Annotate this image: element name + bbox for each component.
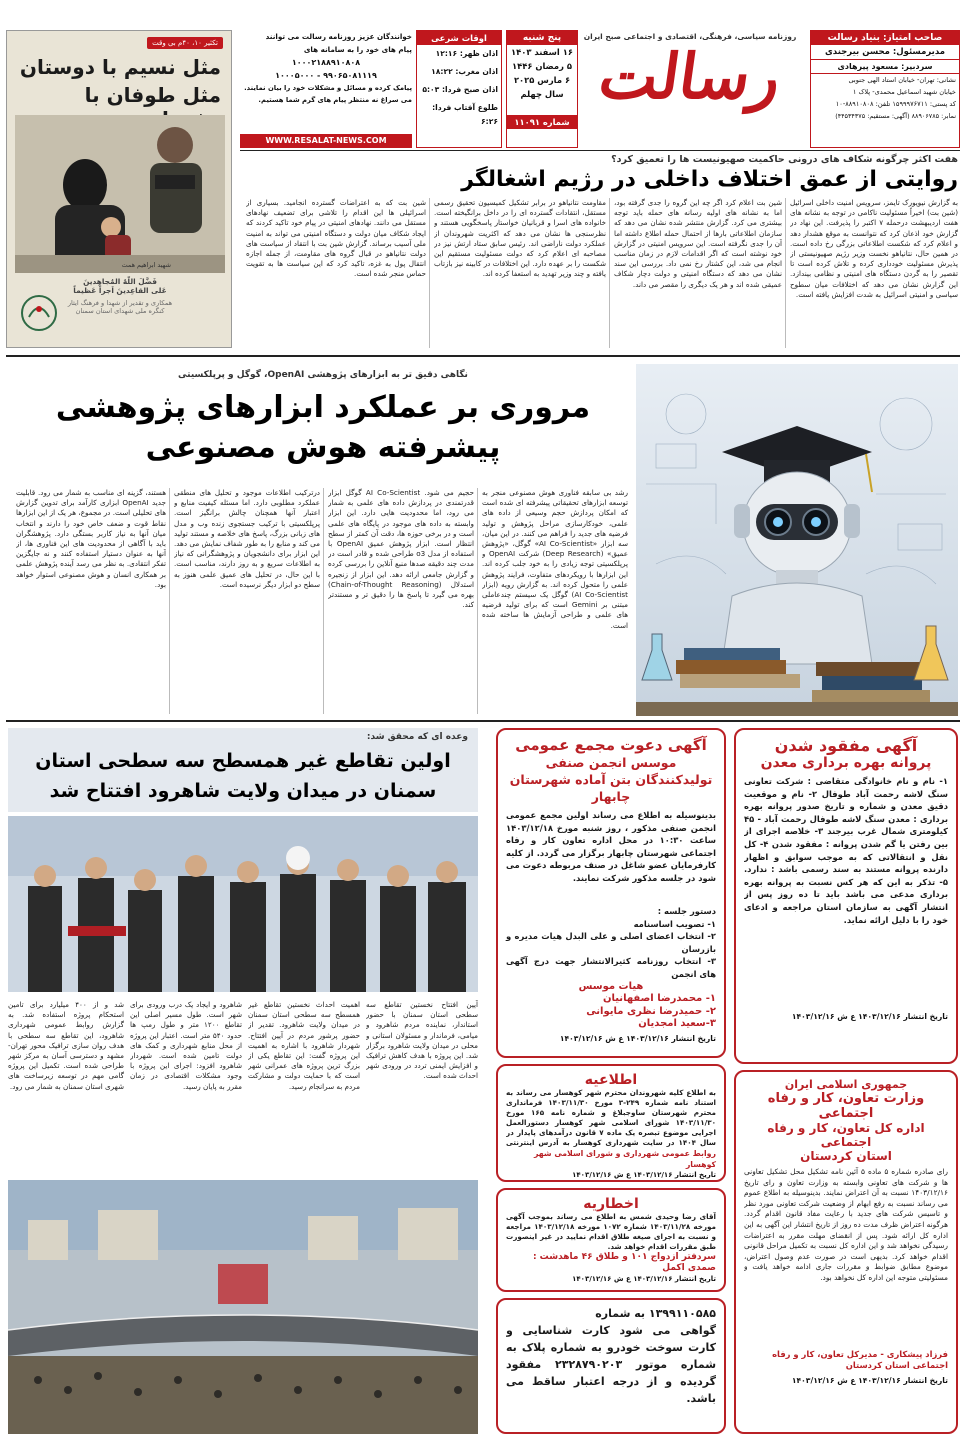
- lead-column: مقاومت نتانیاهو در برابر تشکیل کمیسیون تحقیق رسمی مستقل، انتقادات گسترده ای را در داخل برانگیخته است. خانواده های اسرا و قربانیان خواستار پاسخگویی هستند و نظرسنجی ها نشان می دهد که اکثریت شهروندان از عملکرد دولت ناراضی اند. رئیس سابق ستاد ارتش نیز در مصاحبه ای اعلام کرد که دولت مسئولیت مستقیم این شکست را بر عهده دارد. این اختلافات در کابینه نیز بازتاب یافته و چند وزیر تهدید به استعفا کرده اند.: [434, 198, 606, 279]
- interchange-aerial-photo: [8, 1180, 478, 1434]
- poster-text: کنگره ملی شهدای استان سمنان: [75, 307, 165, 315]
- column-rule: [169, 488, 170, 714]
- sms-number: ۱۰۰۰۲۱۸۸۹۱۰۸۰۸: [291, 58, 361, 67]
- road-column: شد و از ۴۰۰ میلیارد برای تامین استحکام پروژه استفاده شد. به گزارش روابط عمومی شهرداری شاهرود، این تقاطع سه سطحی با هدف روان سازی ترافیک محور تهران-مشهد و دسترسی آسان به مرکز شهر طراحی شده است. تکمیل این پروژه گامی مهم در توسعه زیرساخت های شهری استان سمنان به شمار می رود.: [8, 1000, 124, 1091]
- ad-general-meeting: [496, 728, 726, 1058]
- ad-body: آقای رضا وحیدی شمس به اطلاع می رساند بموجب آگهی مورخه ۱۴۰۳/۱۱/۲۸ شماره ۱۰۷۲ مورخه ۱۴۰۳/۱۲/۱۸ مراجعه و نسبت به اجرای صیغه طلاق اقدام نمایید در غیر اینصورت طبق مقررات اقدام خواهد شد.: [506, 1212, 716, 1251]
- feature-column: رشد بی سابقه فناوری هوش مصنوعی منجر به توسعه ابزارهای تحقیقاتی پیشرفته ای شده است که امکان پردازش حجم وسیعی از داده های علمی، خودکارسازی مراحل پژوهش و تولید فرضیه های جدید را فراهم می کنند. در این میان، سه ابزار «AI Co-Scientist» گوگل، «پژوهش عمیق» (Deep Research) شرکت OpenAI و پرپلکسیتی توجه زیادی را به خود جلب کرده اند. این ابزارها با رویکردهای متفاوت، فرایند پژوهش علمی را متحول کرده اند. به گزارش رویه (ابزار AI Co-Scientist) گوگل یک سیستم چندعاملی مبتنی بر Gemini است که برای تولید فرضیه های علمی و طراحی آزمایش ها ساخته شده است.: [482, 488, 628, 630]
- sms-number: ۹۹۰۶۵۰۸۱۱۱۹ - ۱۰۰۰۵۰۰۰: [275, 71, 377, 80]
- road-story: [8, 728, 478, 1434]
- founders-title: هیات موسس: [578, 980, 644, 992]
- column-rule: [429, 198, 430, 348]
- road-column: شاهرود و ایجاد یک درب ورودی برای شهر است. طول مسیر اصلی این تقاطع ۱۲۰۰ متر و طول رمپ ها حدود ۵۴۰ متر است. اعتبار این پروژه از محل منابع شهرداری و کمک های دولت تامین شده است. شهردار شاهرود افزود: اجرای این پروژه با وجود مشکلات اقتصادی در زمان مقرر به پایان رسید.: [130, 1000, 242, 1091]
- year: سال چهلم: [520, 89, 564, 99]
- prayer-time: اذان صبح فردا: ۵:۰۳: [422, 85, 498, 94]
- poster-verse: فَضَّلَ اللّهُ المُجاهِدینَ: [83, 277, 157, 286]
- address-line: نشانی: تهران- خیابان استاد الهی جنوبی: [848, 76, 956, 84]
- ad-body: گواهی می شود کارت شناسایی و کارت سوخت خودرو به شماره پلاک به شماره موتور ۲۳۲۸۷۹۰۲۰۳ مفقود گردیده و از درجه اعتبار ساقط می باشد.: [506, 1324, 716, 1405]
- poster-line1: مثل نسیم با دوستان: [19, 55, 221, 79]
- ad-date: تاریخ انتشار ۱۴۰۳/۱۲/۱۶ ع ش ۱۴۰۳/۱۲/۱۶: [572, 1171, 716, 1179]
- weekday: پنج شنبه: [507, 31, 577, 45]
- ad-title: اطلاعیه: [584, 1072, 638, 1088]
- founder: ۲- حمیدرضا نظری مایوانی: [586, 1005, 716, 1017]
- ad-subtitle: موسس انجمن صنفی تولیدکنندگان بتن آماده شهرستان چابهار: [509, 755, 713, 804]
- sms-box: [240, 30, 412, 130]
- agenda-title: دستور جلسه :: [657, 906, 716, 916]
- agenda-item: ۳- انتخاب روزنامه کثیرالانتشار جهت درج آگهی های انجمن: [506, 956, 716, 979]
- sms-line: می سراغ نه منتظر پیام های گرم شما هستیم.: [258, 96, 412, 104]
- feature-headline: مروری بر عملکرد ابزارهای پژوهشی پیشرفته هوش مصنوعی: [55, 390, 591, 465]
- ministry-line: استان کردستان: [800, 1149, 892, 1163]
- feature-column: درترکیب اطلاعات موجود و تحلیل های منطقی عملکرد مطلوبی دارد. اما مسئله کیفیت منابع و اعتبار آنها همچنان چالش برانگیز است. پرپلکسیتی با ترکیب جستجوی زنده وب و مدل های زبانی بزرگ، پاسخ های خلاصه و مستند تولید می کند و منابع را به طور شفاف نمایش می دهد. این ابزار برای دانشجویان و پژوهشگرانی که نیاز به اطلاعات سریع و به روز دارند، مناسب است. با این حال، در تحلیل های عمیق علمی هنوز به سطح دو ابزار دیگر نرسیده است.: [174, 488, 320, 589]
- ministry-line: اداره کل تعاون، کار و رفاه اجتماعی: [767, 1121, 925, 1149]
- column-rule: [323, 488, 324, 714]
- ad-title: اخطاریه: [583, 1196, 639, 1212]
- date-gregorian: ۶ مارس ۲۰۲۵: [513, 75, 571, 85]
- prayer-time: طلوع آفتاب فردا: ۶:۲۶: [432, 103, 498, 126]
- poster-badge: تکثیر ۱۰، ۴۰م بی وقت: [147, 37, 223, 49]
- publisher-box: [810, 30, 960, 148]
- ad-highlight: ۱۳۹۹۱۱۰۵۸۵ به شماره: [595, 1307, 716, 1320]
- manager-label: مدیرمسئول: محسن بیرجندی: [811, 45, 959, 60]
- ad-body: بدینوسیله به اطلاع می رساند اولین مجمع عمومی انجمن صنفی مذکور ، روز شنبه مورخ ۱۴۰۳/۱۲/۱۸ ساعت ۱۰:۳۰ در محل اداره تعاون کار و رفاه اجتماعی شهرستان چابهار برگزار می گردد. از کلیه کارفرمایان عضو شاغل در صنف مربوطه دعوت می شود در جلسه مذکور شرکت نمایند.: [506, 810, 716, 883]
- lead-headline: روایتی از عمق اختلاف داخلی در رژیم اشغالگر: [461, 167, 958, 192]
- ad-body: ۱- نام و نام خانوادگی متقاضی : شرکت تعاونی سنگ لاشه رحمت آباد طوفال ۲- نام و موقعیت دقیق معدن و شماره و تاریخ صدور پروانه بهره برداری : معدن سنگ لاشه طوفال رحمت آباد - ۴۵ کیلومتری شمال غرب بیرجند ۳- خلاصه اجرای از بین رفتن یا گم شدن پروانه : مفقود شدن ۴- کل نقل و انتقالاتی که به موجب سوابق و اظهار دارنده پروانه مستند به سند رسمی باشد : ندارد. ۵- تذکر به این که هر کس نسبت به پروانه بهره برداری مدعی می باشد باید تا ده روز پس از انتشار آگهی به سازمان استان مراجعه و ادعای خود را با دلیل ارائه نماید.: [744, 776, 948, 925]
- lead-column: به گزارش نیویورک تایمز، سرویس امنیت داخلی اسرائیل (شین بت) اخیراً مسئولیت ناکامی در توجه به نشانه های هفت اردیبهشت درحمله ۷ اکتبر را پذیرفت. این نهاد در گزارش خود اذعان کرد که نتوانست به موقع هشدار دهد و اعلام کرد که شکست اطلاعاتی بزرگی رخ داده است. در همین حال، نتانیاهو نخست وزیر رژیم صهیونیستی از پذیرش مسئولیت خودداری کرده و تلاش کرده است تا تقصیر را به گردن دستگاه های امنیتی و نظامی بیندازد. این گزارش نشان می دهد که اختلافات میان سطوح سیاسی و امنیتی اسرائیل به شدت افزایش یافته است.: [790, 198, 958, 299]
- poster-text: همکاری و تقدیر از شهدا و فرهنگ ایثار: [67, 299, 173, 307]
- founder: ۱- محمدرضا اصفهانیان: [602, 993, 716, 1005]
- ad-title: آگهی دعوت مجمع عمومی: [515, 736, 707, 754]
- rule: [6, 355, 960, 357]
- poster-line2: مثل طوفان با: [84, 83, 221, 107]
- congress-logo-icon: [19, 293, 59, 333]
- prayer-time: اذان ظهر: ۱۲:۱۶: [435, 49, 498, 58]
- ad-subtitle: پروانه بهره برداری معدن: [760, 755, 932, 771]
- ministry-line: جمهوری اسلامی ایران: [784, 1078, 908, 1091]
- prayer-title: اوقات شرعی: [417, 31, 501, 45]
- website-bar[interactable]: WWW.RESALAT-NEWS.COM: [240, 134, 412, 148]
- ad-title: آگهی مفقود شدن: [774, 736, 918, 755]
- date-fa: ۱۶ اسفند ۱۴۰۳: [511, 47, 573, 57]
- martyr-poster: [6, 30, 232, 348]
- lead-kicker: هفت اکثر چرگونه شکاف های درونی حاکمیت صهیونیست ها را تعمیق کرد؟: [611, 154, 958, 165]
- ad-date: تاریخ انتشار ۱۴۰۳/۱۲/۱۶ ع ش ۱۴۰۳/۱۲/۱۶: [572, 1275, 716, 1283]
- ad-lost-card: [496, 1298, 726, 1434]
- road-column: اهمیت احداث نخستین تقاطع غیر همسطح سه سطحی استان سمنان در میدان ولایت شاهرود. تقدیر از حضور پرشور مردم در آیین افتتاح. شهردار شاهرود با اشاره به اهمیت این پروژه گفت: این تقاطع یکی از بزرگ ترین پروژه های عمرانی شهر است که با حمایت دولت و مشارکت مردم به سرانجام رسید.: [248, 1000, 360, 1091]
- road-headline: اولین تقاطع غیر همسطح سه سطحی استان سمنان در میدان ولایت شاهرود افتتاح شد: [35, 750, 451, 802]
- ai-robot-illustration: [636, 364, 958, 716]
- road-kicker: وعده ای که محقق شد:: [366, 732, 468, 742]
- lead-column: شین بت که به اعتراضات گسترده انجامید. بسیاری از اسرائیلی ها این اقدام را تلاشی برای تضعیف نهادهای مستقل می دانند. نهادهای امنیتی در پیام خود تاکید کردند که ایجاد شکاف میان دولت و دستگاه امنیتی می تواند به امنیت ملی آسیب برساند. گزارش شین بت با انتقاد از سیاست های دولت نتانیاهو در قبال گروه های مقاومت، از جمله اجازه انتقال پول به غزه، تاکید کرد که این سیاست ها به تقویت حماس منجر شده است.: [246, 198, 426, 279]
- feature-column: حجیم می شود. AI Co-Scientist گوگل ابزار قدرتمندی در پردازش داده های علمی به شمار می رود، اما محدودیت هایی دارد. این ابزار وابسته به داده های موجود در پایگاه های علمی است و در برخی حوزه ها، دقت آن کمتر از سطح انتظار است. ابزار پژوهش عمیق OpenAI با استفاده از مدل o3 طراحی شده و قادر است در مدت چند دقیقه صدها منبع آنلاین را بررسی کرده و گزارش جامعی ارائه دهد. این ابزار از زنجیره استدلال (Chain-of-Thought Reasoning) بهره می گیرد تا پاسخ ها را دقیق تر و مستندتر کند.: [328, 488, 474, 610]
- owner-label: صاحب امتیاز: بنیاد رسالت: [811, 31, 959, 45]
- logo-wrap: [580, 30, 800, 140]
- road-header: [8, 728, 478, 812]
- feature-column: هستند، گزینه ای مناسب به شمار می رود. قابلیت جدید OpenAI ابزاری کارآمد برای تدوین گزارش های تحلیلی است. در مجموع، هر یک از این ابزارها نقاط قوت و ضعف خاص خود را دارند و انتخاب میان آنها به نیاز کاربر بستگی دارد. پژوهشگران باید با آگاهی از محدودیت های این فناوری ها، از آنها به عنوان دستیار استفاده کنند و نه جایگزین تفکر انتقادی. به نظر می رسد آینده پژوهش علمی بر همکاری انسان و هوش مصنوعی استوار خواهد بود.: [16, 488, 166, 589]
- column-rule: [785, 198, 786, 348]
- rule: [6, 720, 960, 722]
- address-line: کد پستی: ۱۵۹۹۹۷۶۷۱۱ تلفن: ۸۸۹۱۰۸۰۸-۱۰: [835, 100, 956, 108]
- prayer-time: اذان مغرب: ۱۸:۲۲: [431, 67, 498, 76]
- poster-verse: عَلی القاعِدینَ اَجراً عَظیماً: [73, 286, 167, 295]
- ad-body: به اطلاع کلیه شهروندان محترم شهر کوهسار می رساند به استناد نامه شماره ۲۴۹-۳ مورخ ۱۴۰۳/۱۱/۳۰ فرمانداری محترم شهرستان ساوجبلاغ و شماره نامه ۱۶۵ مورخ ۱۴۰۳/۱۱/۳۰ شورای اسلامی شهر کوهسار دستورالعمل اجرایی موضوع تبصره یک ماده ۷ قانون درآمدهای پایدار در سال ۱۴۰۴ در سایت شهرداری کوهسار به آدرس اینترنتی: [506, 1088, 716, 1147]
- sms-line: پیام های خود را به سامانه های: [303, 45, 412, 54]
- ad-ministry: [734, 1070, 958, 1434]
- sms-line: پیامک کرده و مسائل و مشکلات خود را بیان نمایند.: [244, 84, 412, 92]
- issue-number: شماره ۱۱۰۹۱: [507, 115, 577, 129]
- ad-date: تاریخ انتشار ۱۴۰۳/۱۲/۱۶ ع ش ۱۴۰۳/۱۲/۱۶: [791, 1012, 948, 1021]
- date-box: [506, 30, 578, 148]
- ad-warning: [496, 1188, 726, 1292]
- road-column: آیین افتتاح نخستین تقاطع سه سطحی استان سمنان با حضور استاندار، نماینده مردم شاهرود و میامی، فرماندار و مسئولان استانی و محلی در میدان ولایت شاهرود برگزار شد. این پروژه با هدف کاهش ترافیک و افزایش ایمنی تردد در ورودی شهر احداث شده است.: [366, 1000, 478, 1081]
- founder: ۳-سعید امجدیان: [638, 1018, 716, 1030]
- poster-caption: شهید ابراهیم همت: [121, 261, 171, 269]
- column-rule: [477, 488, 478, 714]
- column-rule: [609, 198, 610, 348]
- ad-lost-license: [734, 728, 958, 1064]
- address-line: خیابان شهید اسماعیل محمدی- پلاک ۱: [852, 88, 956, 96]
- date-hijri: ۵ رمضان ۱۴۴۶: [512, 61, 572, 71]
- tagline: روزنامه سیاسی، فرهنگی، اقتصادی و اجتماعی صبح ایران: [583, 32, 797, 41]
- sms-line: خوانندگان عزیز روزنامه رسالت می توانند: [265, 32, 412, 41]
- poster-photo: [15, 115, 225, 273]
- ad-notice: [496, 1064, 726, 1182]
- masthead: [240, 30, 960, 148]
- feature-kicker: نگاهی دقیق تر به ابزارهای پژوهشی OpenAI، گوگل و پرپلکسیتی: [178, 370, 468, 380]
- agenda-item: ۲- انتخاب اعضای اصلی و علی البدل هیات مدیره و بازرسان: [506, 931, 716, 954]
- rule: [240, 150, 960, 151]
- newspaper-logo: رسالت: [594, 40, 786, 113]
- ad-highlight: سردفتر ازدواج ۱۰۱ و طلاق ۴۶ ماهدشت : صمدی اکمل: [532, 1252, 716, 1273]
- address-line: نمابر: ۸۸۹۰۶۷۸۵ (آگهی: مستقیم: ۴۴۵۳۴۳۷۵): [835, 112, 956, 120]
- road-opening-photo: [8, 816, 478, 992]
- ad-body: رای صادره شماره ۵ ماده ۵ آئین نامه تشکیل محل تشکیل تعاونی ها و شرکت های تعاونی وابسته به وزارت تعاون و رای تاریخ ۱۴۰۳/۱۲/۱۶ نسبت به آن اعتراض نمایند. بدینوسیله به اطلاع عموم می رساند نسبت به رفع ابهام از وضعیت شرکت تعاونی مورد نظر و تاسیس شرکت های جدید با رعایت مفاد قانون اقدام گردد. هرگونه اعتراض ظرف مدت ده روز از تاریخ انتشار این آگهی به این اداره کل ارائه شود. پس از انقضای مهلت مقرر به اعتراضات رسیدگی نخواهد شد و این اداره کل نسبت به تکمیل مراحل قانونی اقدام خواهد کرد. بدیهی است در صورت عدم وصول اعتراض، موضوع مطابق ضوابط و مقررات جاری ادامه خواهد یافت و مسئولیتی متوجه این اداره کل نخواهد بود.: [744, 1167, 948, 1282]
- ad-signature: روابط عمومی شهرداری و شورای اسلامی شهر کوهسار: [533, 1149, 716, 1169]
- ad-date: تاریخ انتشار ۱۴۰۳/۱۲/۱۶ ع ش ۱۴۰۳/۱۲/۱۶: [791, 1376, 948, 1385]
- editor-label: سردبیر: مسعود پیرهادی: [811, 60, 959, 74]
- lead-column: شین بت اعلام کرد اگر چه این گروه را جدی گرفته بود، اما به نشانه های اولیه رسانه های حمله باید توجه بیشتری می کرد. گزارش منتشر شده نشان می دهد که سازمان اطلاعاتی بارها از احتمال حمله اطلاع داشته اما آن را جدی نگرفته است. این سرویس امنیتی در گزارش خود نوشته است که اگر اقدامات لازم در زمان مناسب انجام می شد، این کشتار رخ نمی داد. بررسی این سند نشان می دهد که دستگاه امنیتی و دولت دچار شکاف عمیقی شده اند و هر یک دیگری را مقصر می داند.: [614, 198, 782, 289]
- ad-signature: فرزاد پیشکاری - مدیرکل تعاون، کار و رفاه اجتماعی استان کردستان: [772, 1349, 948, 1370]
- prayer-box: [416, 30, 502, 148]
- ministry-line: وزارت تعاون، کار و رفاه اجتماعی: [767, 1091, 925, 1121]
- ad-date: تاریخ انتشار ۱۴۰۳/۱۲/۱۶ ع ش ۱۴۰۳/۱۲/۱۶: [559, 1033, 716, 1043]
- agenda-item: ۱- تصویب اساسنامه: [633, 918, 716, 929]
